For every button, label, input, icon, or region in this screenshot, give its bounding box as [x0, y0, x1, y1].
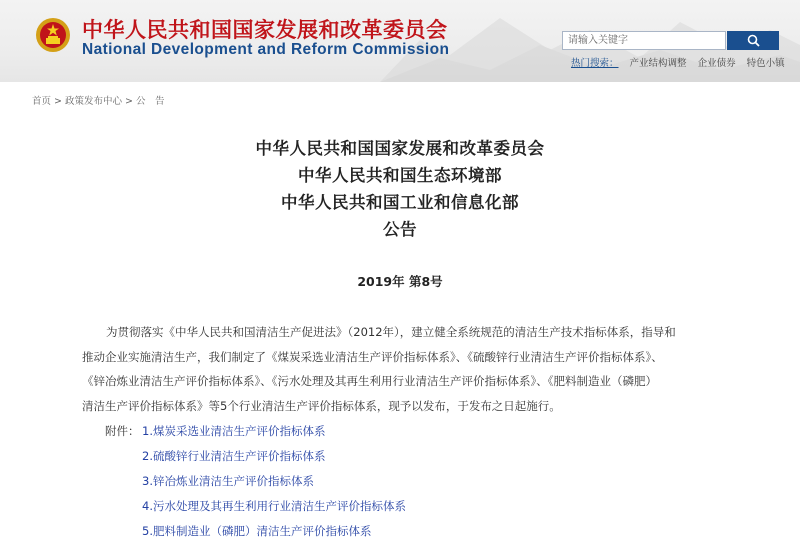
attachment-link-3[interactable]: 3.锌冶炼业清洁生产评价指标体系	[142, 474, 314, 488]
search-placeholder: 请输入关键字	[568, 35, 628, 46]
breadcrumb-announcement[interactable]: 公 告	[135, 96, 165, 107]
document-number: 2019年 第8号	[357, 274, 443, 289]
hot-keyword-link[interactable]: 企业债券	[697, 58, 736, 69]
body-line: 为贯彻落实《中华人民共和国清洁生产促进法》（2012年），建立健全系统规范的清洁生产技术指标体系，指导和	[106, 325, 676, 339]
hot-search-bar	[571, 55, 785, 69]
breadcrumb	[32, 93, 164, 107]
document-type-title: 公告	[383, 220, 417, 239]
attachment-link-5[interactable]: 5.肥料制造业（磷肥）清洁生产评价指标体系	[142, 524, 372, 538]
attachments-label: 附件：	[105, 424, 140, 438]
body-line: 清洁生产评价指标体系》等5个行业清洁生产评价指标体系，现予以发布，于发布之日起施行。	[82, 398, 561, 413]
issuer-mee: 中华人民共和国生态环境部	[298, 166, 502, 185]
national-emblem-icon[interactable]	[35, 17, 71, 53]
document-body	[82, 320, 722, 418]
breadcrumb-policy-center[interactable]: 政策发布中心	[64, 96, 122, 107]
breadcrumb-separator: >	[54, 96, 62, 107]
body-line: 推动企业实施清洁生产，我们制定了《煤炭采选业清洁生产评价指标体系》、《硫酸锌行业清洁生产评价指标体系》、	[82, 349, 663, 364]
attachment-link-4[interactable]: 4.污水处理及其再生利用行业清洁生产评价指标体系	[142, 499, 406, 513]
search-button[interactable]	[727, 31, 779, 50]
site-title-cn[interactable]: 中华人民共和国国家发展和改革委员会	[82, 18, 448, 42]
site-header	[0, 0, 800, 82]
hot-keyword-link[interactable]: 产业结构调整	[629, 58, 687, 69]
site-title-en[interactable]: National Development and Reform Commission	[82, 41, 450, 58]
search-input[interactable]	[562, 31, 726, 50]
attachment-link-1[interactable]: 1.煤炭采选业清洁生产评价指标体系	[142, 424, 326, 438]
search-icon	[747, 34, 760, 47]
issuer-miit: 中华人民共和国工业和信息化部	[281, 193, 519, 212]
body-line: 《锌冶炼业清洁生产评价指标体系》、《污水处理及其再生利用行业清洁生产评价指标体系》、《肥料制造业（磷肥）	[82, 374, 657, 388]
issuer-ndrc: 中华人民共和国国家发展和改革委员会	[255, 139, 545, 158]
hot-keyword-link[interactable]: 特色小镇	[746, 58, 785, 69]
breadcrumb-separator: >	[125, 96, 133, 107]
breadcrumb-home[interactable]: 首页	[32, 96, 52, 107]
hot-search-label: 热门搜索：	[571, 58, 619, 69]
attachment-link-2[interactable]: 2.硫酸锌行业清洁生产评价指标体系	[142, 449, 326, 463]
